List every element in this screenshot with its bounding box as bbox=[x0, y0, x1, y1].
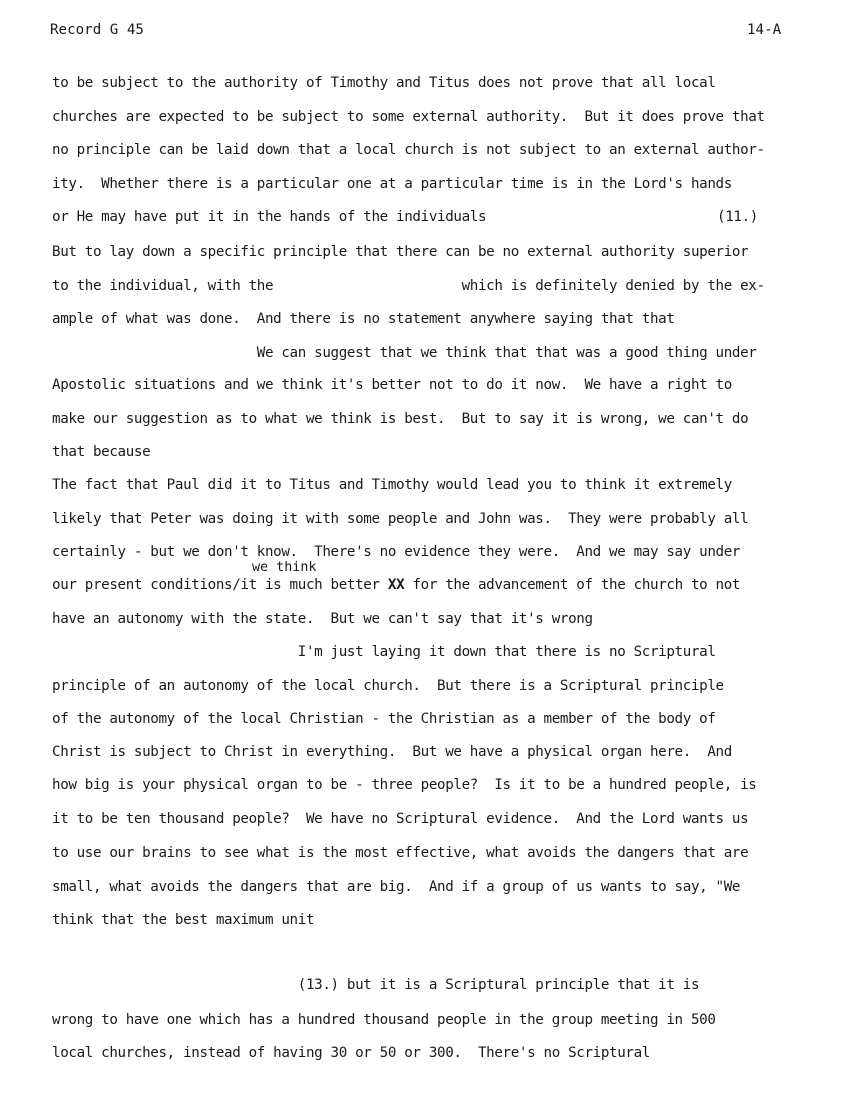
text-line: We can suggest that we think that that was a good thing under bbox=[52, 345, 757, 361]
text-line: certainly - but we don't know. There's no evidence they were. And we may say under bbox=[52, 544, 741, 560]
text-line: of the autonomy of the local Christian - the Christian as a member of the body of bbox=[52, 711, 716, 727]
text-line: no principle can be laid down that a local church is not subject to an external author- bbox=[52, 142, 765, 158]
text-line: or He may have put it in the hands of the individuals bbox=[52, 209, 487, 225]
text-line-part: our present conditions/it is much better bbox=[52, 577, 380, 593]
text-line: how big is your physical organ to be - three people? Is it to be a hundred people, is bbox=[52, 777, 757, 793]
record-label: Record G 45 bbox=[50, 22, 144, 38]
text-line: principle of an autonomy of the local church. But there is a Scriptural principle bbox=[52, 678, 724, 694]
text-line: to use our brains to see what is the most effective, what avoids the dangers that are bbox=[52, 845, 749, 861]
page-number: 14-A bbox=[747, 22, 782, 38]
text-line: to be subject to the authority of Timothy and Titus does not prove that all local bbox=[52, 75, 716, 91]
text-line: The fact that Paul did it to Titus and Timothy would lead you to think it extremely bbox=[52, 477, 732, 493]
text-line bbox=[52, 576, 740, 594]
handwritten-insert: we think bbox=[252, 560, 317, 575]
text-line: it to be ten thousand people? We have no Scriptural evidence. And the Lord wants us bbox=[52, 811, 749, 827]
text-line: to the individual, with the which is definitely denied by the ex- bbox=[52, 278, 765, 294]
text-line: ity. Whether there is a particular one at a particular time is in the Lord's hands bbox=[52, 176, 732, 192]
text-line: Christ is subject to Christ in everything. But we have a physical organ here. And bbox=[52, 744, 732, 760]
text-line: wrong to have one which has a hundred thousand people in the group meeting in 500 bbox=[52, 1012, 716, 1028]
text-line: make our suggestion as to what we think is best. But to say it is wrong, we can't do bbox=[52, 411, 749, 427]
text-line: that because bbox=[52, 444, 151, 460]
text-line: I'm just laying it down that there is no Scriptural bbox=[52, 644, 716, 660]
text-line: But to lay down a specific principle that there can be no external authority superior bbox=[52, 244, 749, 260]
text-line: think that the best maximum unit bbox=[52, 912, 315, 928]
text-line-part: for the advancement of the church to not bbox=[404, 577, 741, 593]
text-line: local churches, instead of having 30 or 50 or 300. There's no Scriptural bbox=[52, 1045, 650, 1061]
text-line: Apostolic situations and we think it's better not to do it now. We have a right to bbox=[52, 377, 732, 393]
text-line: small, what avoids the dangers that are big. And if a group of us wants to say, "We bbox=[52, 879, 741, 895]
struck-characters: XX bbox=[387, 577, 405, 593]
text-line: (13.) but it is a Scriptural principle that it is bbox=[52, 977, 700, 993]
text-line: ample of what was done. And there is no statement anywhere saying that that bbox=[52, 311, 675, 327]
reference-marker-11: (11.) bbox=[717, 209, 758, 225]
text-line: likely that Peter was doing it with some people and John was. They were probably all bbox=[52, 511, 749, 527]
text-line: have an autonomy with the state. But we can't say that it's wrong bbox=[52, 611, 593, 627]
text-line: churches are expected to be subject to some external authority. But it does prove that bbox=[52, 109, 765, 125]
